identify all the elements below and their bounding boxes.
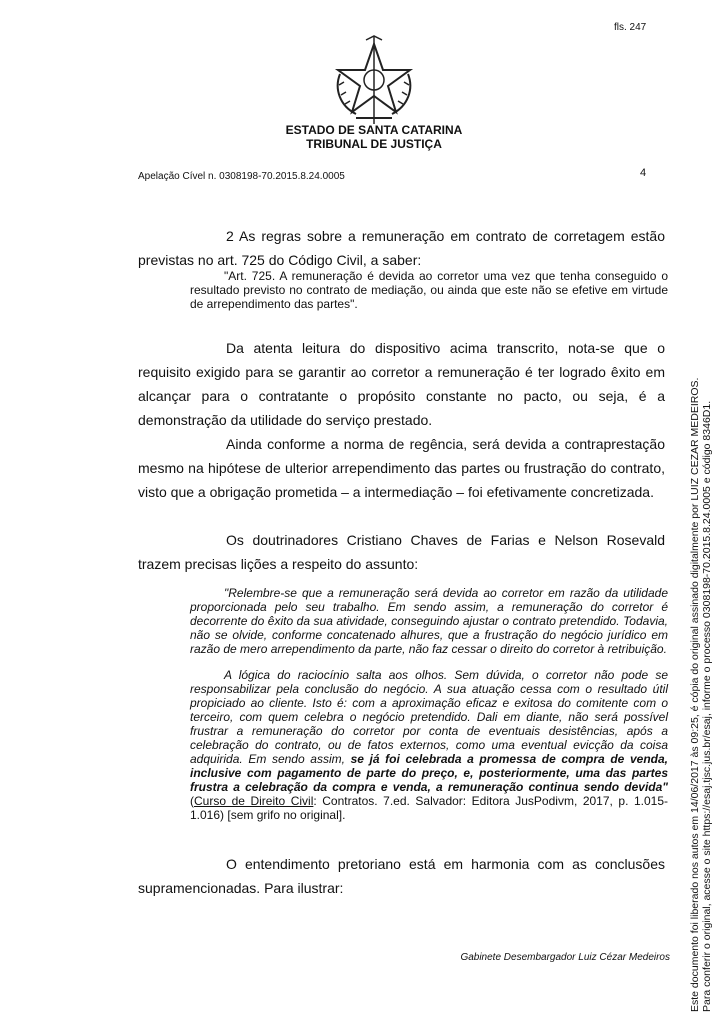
paragraph-3: Ainda conforme a norma de regência, será devida a contraprestação mesmo na hipótese de ulterior arrependimento das partes ou frustração do contrato, visto que a obrigação prometida – a intermediação – foi efetivamente concretizada. (138, 436, 665, 500)
case-reference: Apelação Cível n. 0308198-70.2015.8.24.0005 (138, 171, 345, 182)
state-heading: ESTADO DE SANTA CATARINA (285, 123, 463, 137)
paragraph-2: Da atenta leitura do dispositivo acima transcrito, nota-se que o requisito exigido para se garantir ao corretor a remuneração é ter logrado êxito em alcançar para o contratante o propósito constante no pacto, ou seja, é a demonstração da utilidade do serviço prestado. (138, 340, 665, 428)
signature-line-1: Este documento foi liberado nos autos em 14/06/2017 às 09:25, é cópia do original assinado digitalmente por LUIZ CEZAR MEDEIROS. (689, 377, 701, 1012)
paragraph-4: Os doutrinadores Cristiano Chaves de Farias e Nelson Rosevald trazem precisas lições a respeito do assunto: (138, 532, 665, 572)
footer-office: Gabinete Desembargador Luiz Cézar Medeiros (460, 952, 670, 963)
paragraph-1: 2 As regras sobre a remuneração em contrato de corretagem estão previstas no art. 725 do Código Civil, a saber: (138, 228, 665, 268)
quote-art-725: "Art. 725. A remuneração é devida ao corretor uma vez que tenha conseguido o resultado previsto no contrato de mediação, ou ainda que este não se efetive em virtude de arrependimento das partes". (190, 269, 668, 311)
quote-doctrine-part-2 (190, 668, 668, 822)
coat-of-arms-icon (326, 34, 422, 126)
signature-line-2: Para conferir o original, acesse o site https://esaj.tjsc.jus.br/esaj, informe o processo 0308198-70.2015.8.24.0005 e código 8346D1. (701, 400, 713, 1012)
citation-open: ( (190, 794, 194, 808)
court-heading: TRIBUNAL DE JUSTIÇA (306, 137, 442, 151)
page-number: 4 (640, 167, 647, 179)
page-mark: fls. 247 (614, 22, 647, 33)
digital-signature-notice (689, 352, 724, 1012)
quote-doctrine-part-1: "Relembre-se que a remuneração será devida ao corretor em razão da utilidade proporcionada pelo seu trabalho. Em sendo assim, a remuneração do corretor é decorrente do êxito da sua atividade, conseguindo ajustar o contrato pretendido. Todavia, não se olvide, conforme concatenado alhures, que a frustração do negócio jurídico em razão de mero arrependimento da parte, não faz cessar o direito do corretor à retribuição. (190, 586, 668, 656)
paragraph-5: O entendimento pretoriano está em harmonia com as conclusões supramencionadas. Para ilustrar: (138, 856, 665, 896)
quote-doctrine-emphasis: se já foi celebrada a promessa de compra de venda, inclusive com pagamento de parte do preço, e, posteriormente, uma das partes frustra a celebração da compra e venda, a remuneração continua sendo devida" (190, 752, 669, 794)
book-title: Curso de Direito Civil (194, 794, 314, 808)
quote-doctrine-text: A lógica do raciocínio salta aos olhos. Sem dúvida, o corretor não pode se responsabilizar pela conclusão do negócio. A sua atuação cessa com o resultado útil propiciado ao cliente. Isto é: com a aproximação eficaz e exitosa do comitente com o terceiro, com quem celebra o negócio pretendido. Dali em diante, não será possível frustrar a remuneração do corretor por conta de eventuais desistências, após a celebração do contrato, ou de fatos externos, como uma eventual evicção da coisa adquirida. Em sendo assim, (190, 668, 668, 766)
citation-detail: : Contratos. 7.ed. Salvador: Editora JusPodivm, 2017, p. 1.015-1.016) [sem grifo no original]. (190, 794, 669, 822)
